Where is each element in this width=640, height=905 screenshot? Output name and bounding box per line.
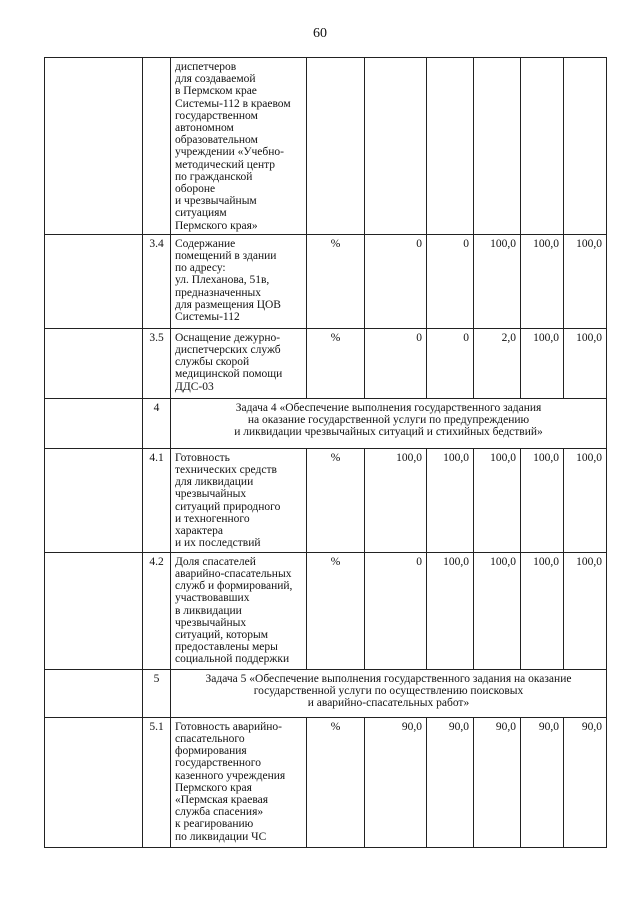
value-cell: 0 bbox=[365, 328, 427, 398]
table-row bbox=[45, 328, 607, 398]
value-cell: 100,0 bbox=[474, 552, 521, 669]
task-row bbox=[45, 669, 607, 717]
value-cell bbox=[521, 58, 564, 235]
blank-cell bbox=[45, 552, 143, 669]
value-cell: 90,0 bbox=[427, 717, 474, 847]
value-cell bbox=[564, 58, 607, 235]
value-cell: 100,0 bbox=[521, 552, 564, 669]
value-cell: 100,0 bbox=[564, 448, 607, 552]
page-number: 60 bbox=[313, 26, 327, 41]
unit-cell: % bbox=[307, 552, 365, 669]
blank-cell bbox=[45, 398, 143, 448]
value-cell: 100,0 bbox=[427, 448, 474, 552]
indicator-table bbox=[44, 57, 607, 848]
value-cell: 100,0 bbox=[564, 234, 607, 328]
blank-cell bbox=[45, 448, 143, 552]
value-cell: 100,0 bbox=[474, 448, 521, 552]
row-number: 3.5 bbox=[143, 328, 171, 398]
value-cell: 100,0 bbox=[474, 234, 521, 328]
value-cell: 90,0 bbox=[521, 717, 564, 847]
value-cell bbox=[427, 58, 474, 235]
indicator-name: Готовность аварийно- спасательного формирования государственного казенного учреждения Пермского края «Пермская краевая служба спасения» к реагированию по ликвидации ЧС bbox=[171, 717, 307, 847]
table-row bbox=[45, 58, 607, 235]
row-number: 4.1 bbox=[143, 448, 171, 552]
value-cell: 90,0 bbox=[474, 717, 521, 847]
value-cell: 100,0 bbox=[521, 234, 564, 328]
value-cell: 100,0 bbox=[521, 448, 564, 552]
value-cell: 0 bbox=[427, 328, 474, 398]
table-row bbox=[45, 552, 607, 669]
unit-cell: % bbox=[307, 717, 365, 847]
task-title: Задача 5 «Обеспечение выполнения государственного задания на оказание государственной услуги по осуществлению поисковых и аварийно-спасательных работ» bbox=[171, 669, 607, 717]
unit-cell: % bbox=[307, 234, 365, 328]
value-cell: 90,0 bbox=[564, 717, 607, 847]
blank-cell bbox=[45, 669, 143, 717]
row-number: 4.2 bbox=[143, 552, 171, 669]
value-cell: 0 bbox=[365, 552, 427, 669]
value-cell: 0 bbox=[427, 234, 474, 328]
unit-cell: % bbox=[307, 448, 365, 552]
table-row bbox=[45, 717, 607, 847]
row-number bbox=[143, 58, 171, 235]
unit-cell: % bbox=[307, 328, 365, 398]
value-cell: 100,0 bbox=[365, 448, 427, 552]
value-cell: 90,0 bbox=[365, 717, 427, 847]
task-row bbox=[45, 398, 607, 448]
row-number: 3.4 bbox=[143, 234, 171, 328]
value-cell bbox=[365, 58, 427, 235]
indicator-name: Содержание помещений в здании по адресу: ул. Плеханова, 51в, предназначенных для размещения ЦОВ Системы-112 bbox=[171, 234, 307, 328]
value-cell: 0 bbox=[365, 234, 427, 328]
row-number: 5.1 bbox=[143, 717, 171, 847]
blank-cell bbox=[45, 234, 143, 328]
task-number: 5 bbox=[143, 669, 171, 717]
unit-cell bbox=[307, 58, 365, 235]
value-cell bbox=[474, 58, 521, 235]
value-cell: 100,0 bbox=[521, 328, 564, 398]
blank-cell bbox=[45, 58, 143, 235]
table-row bbox=[45, 448, 607, 552]
indicator-name: Оснащение дежурно- диспетчерских служб службы скорой медицинской помощи ДДС-03 bbox=[171, 328, 307, 398]
indicator-name: Готовность технических средств для ликвидации чрезвычайных ситуаций природного и техногенного характера и их последствий bbox=[171, 448, 307, 552]
task-number: 4 bbox=[143, 398, 171, 448]
blank-cell bbox=[45, 717, 143, 847]
indicator-name: Доля спасателей аварийно-спасательных служб и формирований, участвовавших в ликвидации чрезвычайных ситуаций, которым предоставлены меры социальной поддержки bbox=[171, 552, 307, 669]
table-row bbox=[45, 234, 607, 328]
value-cell: 100,0 bbox=[564, 328, 607, 398]
task-title: Задача 4 «Обеспечение выполнения государственного задания на оказание государственной услуги по предупреждению и ликвидации чрезвычайных ситуаций и стихийных бедствий» bbox=[171, 398, 607, 448]
blank-cell bbox=[45, 328, 143, 398]
value-cell: 2,0 bbox=[474, 328, 521, 398]
value-cell: 100,0 bbox=[427, 552, 474, 669]
value-cell: 100,0 bbox=[564, 552, 607, 669]
indicator-name: диспетчеров для создаваемой в Пермском крае Системы-112 в краевом государственном автономном образовательном учреждении «Учебно- методический центр по гражданской обороне и чрезвычайным ситуациям Пермского края» bbox=[171, 58, 307, 235]
